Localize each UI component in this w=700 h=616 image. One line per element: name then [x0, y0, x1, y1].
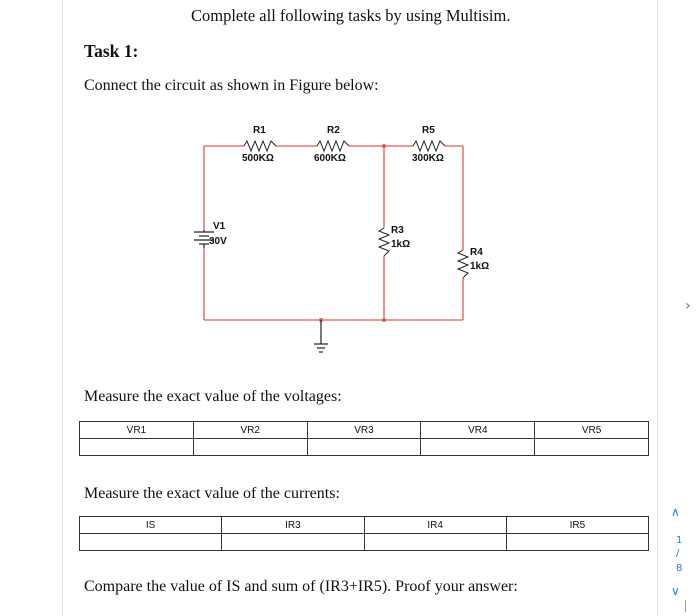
- connect-instruction: Connect the circuit as shown in Figure below:: [84, 77, 379, 94]
- page-separator: /: [676, 548, 680, 559]
- page-header: Complete all following tasks by using Multisim.: [191, 6, 511, 25]
- r4-label: R4: [470, 247, 483, 258]
- voltage-value-cell[interactable]: [307, 439, 421, 456]
- page-total: 8: [676, 563, 683, 574]
- r3-value: 1kΩ: [391, 239, 411, 250]
- v1-label: V1: [213, 221, 226, 232]
- r2-label: R2: [327, 125, 340, 136]
- v1-value: 30V: [209, 236, 227, 247]
- chevron-right-icon[interactable]: ›: [685, 298, 691, 314]
- current-value-cell[interactable]: [506, 534, 648, 551]
- junction-top: [382, 144, 386, 148]
- r3-symbol: [379, 228, 389, 256]
- current-table: [79, 516, 649, 551]
- r2-symbol: [317, 141, 349, 151]
- r4-value: 1kΩ: [470, 261, 490, 272]
- current-header-cell: IR3: [222, 517, 364, 534]
- compare-instruction: Compare the value of IS and sum of (IR3+IR5). Proof your answer:: [84, 578, 518, 595]
- current-value-cell[interactable]: [80, 534, 222, 551]
- voltage-table: [79, 421, 649, 456]
- junction-bottom-right: [382, 318, 386, 322]
- voltage-header-cell: VR5: [535, 422, 649, 439]
- scroll-indicator[interactable]: [685, 600, 686, 612]
- voltage-value-cell[interactable]: [535, 439, 649, 456]
- voltage-header-cell: VR2: [193, 422, 307, 439]
- voltage-header-cell: VR1: [80, 422, 194, 439]
- current-header-cell: IS: [80, 517, 222, 534]
- current-header-cell: IR4: [364, 517, 506, 534]
- voltage-header-cell: VR3: [307, 422, 421, 439]
- current-value-cell[interactable]: [222, 534, 364, 551]
- r5-symbol: [413, 141, 445, 151]
- current-header-cell: IR5: [506, 517, 648, 534]
- r1-symbol: [244, 141, 276, 151]
- measure-currents-instruction: Measure the exact value of the currents:: [84, 485, 340, 502]
- chevron-up-icon[interactable]: ∧: [671, 505, 680, 519]
- voltage-value-cell[interactable]: [193, 439, 307, 456]
- voltage-value-cell[interactable]: [421, 439, 535, 456]
- page-current: 1: [676, 535, 683, 546]
- r5-value: 300KΩ: [412, 153, 444, 164]
- ground-symbol: [314, 320, 328, 352]
- voltage-header-cell: VR4: [421, 422, 535, 439]
- measure-voltages-instruction: Measure the exact value of the voltages:: [84, 388, 342, 405]
- r5-label: R5: [422, 125, 435, 136]
- chevron-down-icon[interactable]: ∨: [671, 584, 680, 598]
- circuit-figure: [180, 118, 500, 358]
- r1-value: 500KΩ: [242, 153, 274, 164]
- r4-symbol: [458, 250, 468, 278]
- r1-label: R1: [253, 125, 266, 136]
- voltage-value-cell[interactable]: [80, 439, 194, 456]
- current-value-cell[interactable]: [364, 534, 506, 551]
- task-title: Task 1:: [84, 41, 139, 61]
- r3-label: R3: [391, 225, 404, 236]
- r2-value: 600KΩ: [314, 153, 346, 164]
